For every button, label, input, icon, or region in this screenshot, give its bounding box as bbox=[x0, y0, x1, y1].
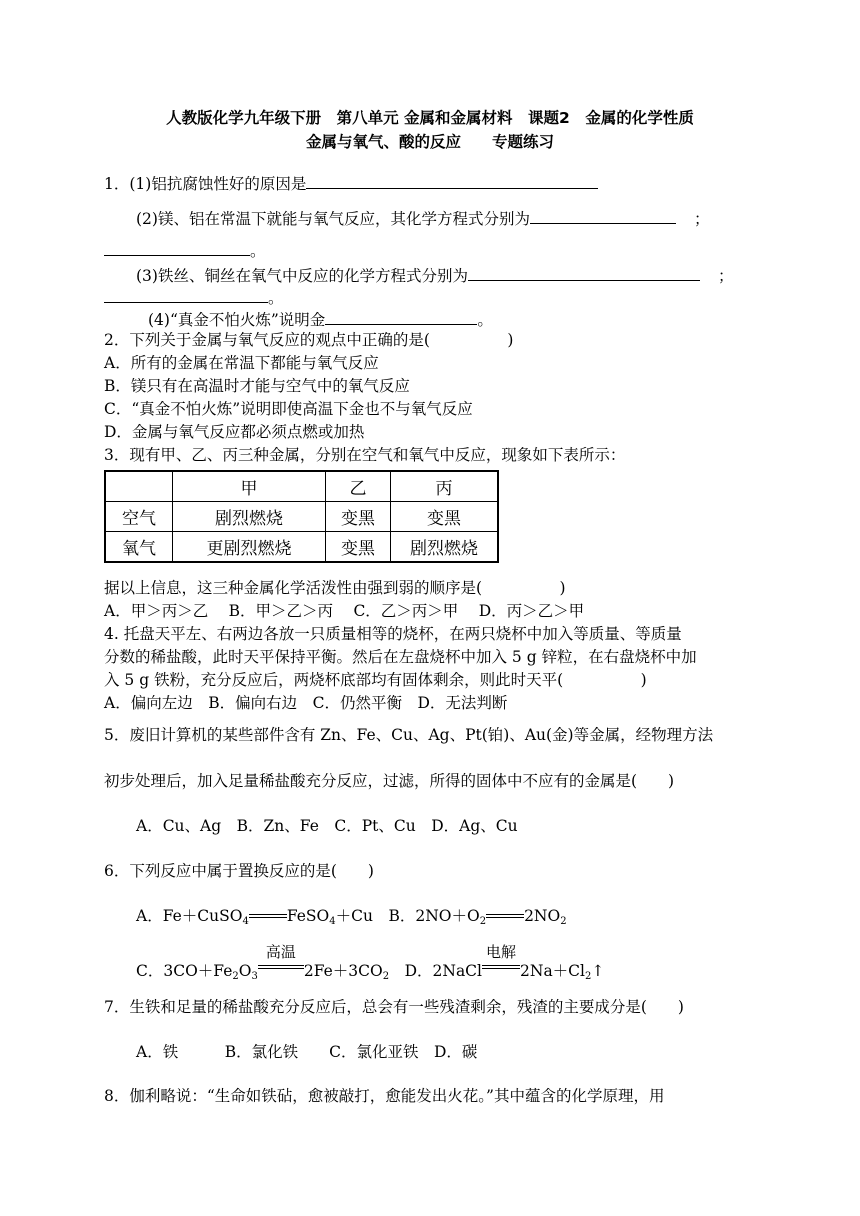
table-cell: 空气 bbox=[105, 502, 173, 532]
q6-options-ab[interactable]: A．Fe＋CuSO$_4$ FeSO$_4$＋Cu B．$2NO+O_2$ $2NO_2$ bbox=[136, 907, 567, 927]
q1-part4: (4)“真金不怕火炼”说明金 。 bbox=[148, 311, 493, 329]
table-row bbox=[105, 502, 498, 532]
table-header-cell bbox=[105, 471, 173, 502]
q2-option-d[interactable]: D．金属与氧气反应都必须点燃或加热 bbox=[104, 423, 365, 441]
table-cell: 更剧烈燃烧 bbox=[173, 532, 326, 563]
q7-stem: 7．生铁和足量的稀盐酸充分反应后，总会有一些残渣剩余，残渣的主要成分是( ) bbox=[104, 998, 684, 1016]
reaction-condition: 高温 bbox=[258, 956, 304, 976]
reaction-condition: 电解 bbox=[482, 956, 520, 976]
table-cell: 剧烈燃烧 bbox=[391, 532, 499, 563]
table-cell: 变黑 bbox=[326, 502, 391, 532]
q6-stem: 6．下列反应中属于置换反应的是( ) bbox=[104, 862, 374, 880]
phenomena-table bbox=[104, 470, 499, 563]
q1-part3-cont: 。 bbox=[104, 288, 284, 308]
q1-part1: 1．(1)铝抗腐蚀性好的原因是 bbox=[104, 174, 598, 194]
table-header-cell: 乙 bbox=[326, 471, 391, 502]
table-cell: 变黑 bbox=[391, 502, 499, 532]
equals-sign bbox=[249, 911, 287, 923]
table-cell: 剧烈燃烧 bbox=[173, 502, 326, 532]
gas-arrow-icon: ↑ bbox=[591, 962, 605, 980]
answer-blank[interactable] bbox=[325, 310, 477, 325]
q4-options[interactable]: A．偏向左边 B．偏向右边 C．仍然平衡 D．无法判断 bbox=[104, 694, 508, 712]
answer-blank[interactable] bbox=[104, 241, 250, 256]
table-cell: 氧气 bbox=[105, 532, 173, 563]
q5-options[interactable]: A．Cu、Ag B．Zn、Fe C．Pt、Cu D．Ag、Cu bbox=[136, 817, 518, 835]
q5-line1: 5．废旧计算机的某些部件含有 Zn、Fe、Cu、Ag、Pt(铂)、Au(金)等金属，经物理方法 bbox=[104, 726, 714, 744]
q2-option-c[interactable]: C．“真金不怕火炼”说明即使高温下金也不与氧气反应 bbox=[104, 400, 473, 418]
q1-part2-cont: 。 bbox=[104, 241, 266, 261]
q1-part3: (3)铁丝、铜丝在氧气中反应的化学方程式分别为 ； bbox=[136, 267, 734, 285]
q2-option-b[interactable]: B．镁只有在高温时才能与空气中的氧气反应 bbox=[104, 377, 410, 395]
table-row bbox=[105, 532, 498, 563]
q3-options[interactable]: A．甲＞丙＞乙 B．甲＞乙＞丙 C．乙＞丙＞甲 D．丙＞乙＞甲 bbox=[104, 602, 585, 620]
q3-stem: 3．现有甲、乙、丙三种金属，分别在空气和氧气中反应，现象如下表所示： bbox=[104, 446, 626, 464]
page-title: 人教版化学九年级下册 第八单元 金属和金属材料 课题2 金属的化学性质 bbox=[166, 109, 694, 127]
q4-line2: 分数的稀盐酸，此时天平保持平衡。然后在左盘烧杯中加入 5 g 锌粒，在右盘烧杯中加 bbox=[104, 648, 697, 666]
table-header-cell: 丙 bbox=[391, 471, 499, 502]
answer-blank[interactable] bbox=[468, 266, 700, 281]
q2-option-a[interactable]: A．所有的金属在常温下都能与氧气反应 bbox=[104, 354, 379, 372]
table-header-cell: 甲 bbox=[173, 471, 326, 502]
q1-part2: (2)镁、铝在常温下就能与氧气反应，其化学方程式分别为 ； bbox=[136, 210, 710, 228]
table-header-row bbox=[105, 471, 498, 502]
q5-line2: 初步处理后，加入足量稀盐酸充分反应，过滤，所得的固体中不应有的金属是( ) bbox=[104, 772, 675, 790]
answer-blank[interactable] bbox=[530, 209, 676, 224]
table-cell: 变黑 bbox=[326, 532, 391, 563]
page-subtitle: 金属与氧气、酸的反应 专题练习 bbox=[305, 133, 554, 151]
equals-sign bbox=[486, 911, 524, 923]
q8-line1: 8．伽利略说：“生命如铁砧，愈被敲打，愈能发出火花。”其中蕴含的化学原理，用 bbox=[104, 1087, 665, 1105]
q3-question: 据以上信息，这三种金属化学活泼性由强到弱的顺序是( ) bbox=[104, 579, 566, 597]
q4-line3: 入 5 g 铁粉，充分反应后，两烧杯底部均有固体剩余，则此时天平( ) bbox=[104, 671, 647, 689]
q4-line1: 4. 托盘天平左、右两边各放一只质量相等的烧杯，在两只烧杯中加入等质量、等质量 bbox=[104, 625, 682, 643]
answer-blank[interactable] bbox=[306, 174, 598, 189]
answer-blank[interactable] bbox=[104, 288, 268, 303]
q2-stem: 2．下列关于金属与氧气反应的观点中正确的是( ) bbox=[104, 331, 514, 349]
q7-options[interactable]: A．铁 B．氯化铁 C．氯化亚铁 D．碳 bbox=[136, 1043, 478, 1061]
q6-options-cd[interactable]: C．$3CO+Fe_2O_3$ 高温 $2Fe+3CO_2$ D．2NaCl 电解 $2Na+Cl_2↑$ bbox=[136, 943, 605, 982]
